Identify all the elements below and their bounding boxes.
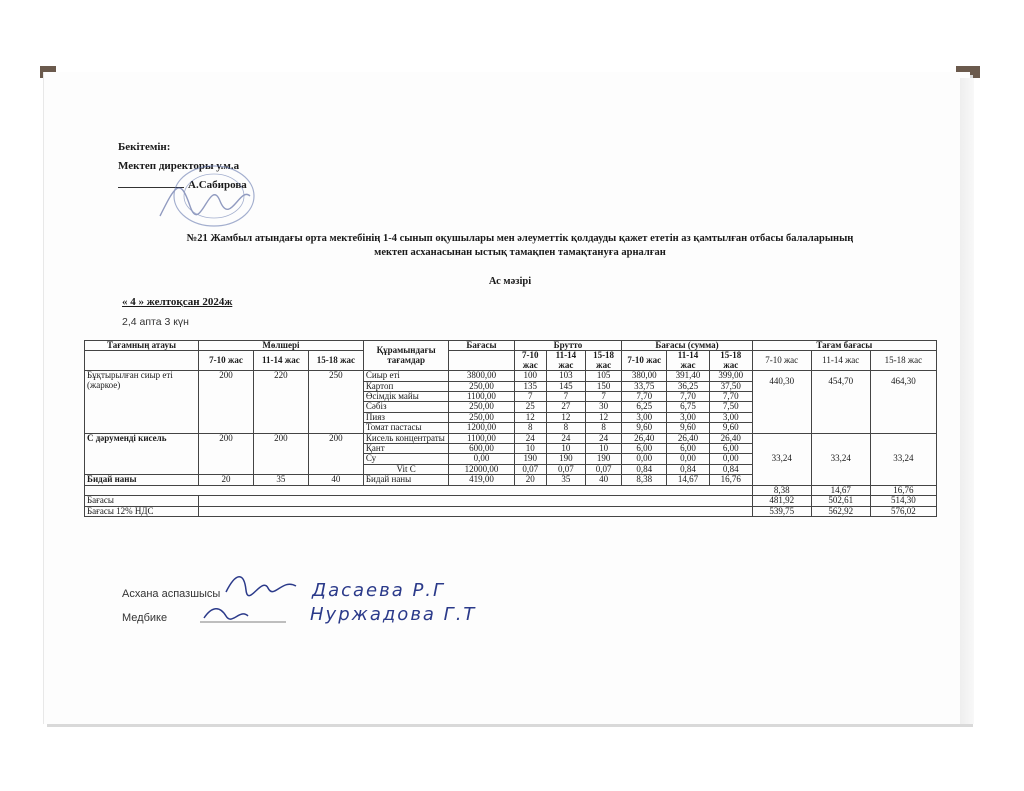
gross-cell: 7 [514,392,547,402]
vat-label: Бағасы 12% НДС [85,506,199,516]
header-gross: Брутто [514,341,622,351]
sheet-edge [960,78,974,724]
sum-cell: 7,70 [667,392,710,402]
gross-cell: 25 [514,402,547,412]
portion-cell: 40 [308,475,363,485]
ingredient-name: Сәбіз [363,402,449,412]
portion-cell: 200 [253,433,308,475]
gross-cell: 10 [514,444,547,454]
header-portion-age2: 11-14 жас [253,351,308,371]
sum-cell: 7,70 [622,392,667,402]
gross-cell: 105 [585,371,622,381]
sum-cell: 0,00 [622,454,667,464]
approval-line-1: Бекітемін: [118,141,171,153]
menu-week-day: 2,4 апта 3 күн [122,316,189,328]
sum-cell: 3,00 [709,412,752,422]
ingredient-price: 1200,00 [449,423,514,433]
ingredient-price: 3800,00 [449,371,514,381]
gross-cell: 24 [547,433,586,443]
table-row-dish3-total [85,485,937,495]
total-cell: 502,61 [811,496,870,506]
gross-cell: 0,07 [514,464,547,474]
ingredient-price: 0,00 [449,454,514,464]
ingredient-name: Өсімдік майы [363,392,449,402]
sum-cell: 0,84 [709,464,752,474]
dish-total-cell: 454,70 [811,371,870,433]
gross-cell: 8 [547,423,586,433]
nurse-signature-name: Нуржадова Г.Т [310,604,477,625]
dish-name: С дәруменді кисель [85,433,199,475]
sum-cell: 16,76 [709,475,752,485]
sum-cell: 37,50 [709,381,752,391]
sum-cell: 26,40 [709,433,752,443]
sum-cell: 26,40 [622,433,667,443]
sum-cell: 9,60 [709,423,752,433]
total-label: Бағасы [85,496,199,506]
sum-cell: 9,60 [667,423,710,433]
header-gross-age1: 7-10 жас [514,351,547,371]
gross-cell: 24 [514,433,547,443]
vat-spacer [199,506,753,516]
ingredient-name: Пияз [363,412,449,422]
dish-total-cell: 16,76 [870,485,936,495]
header-sum: Бағасы (сумма) [622,341,752,351]
sum-cell: 6,75 [667,402,710,412]
menu-date: « 4 » желтоқсан 2024ж [122,296,233,308]
ingredient-name: Сиыр еті [363,371,449,381]
gross-cell: 103 [547,371,586,381]
portion-cell: 200 [308,433,363,475]
portion-cell: 35 [253,475,308,485]
gross-cell: 190 [585,454,622,464]
sum-cell: 0,00 [667,454,710,464]
sum-cell: 6,00 [709,444,752,454]
header-ingredients: Құрамындағы тағамдар [363,341,449,371]
ingredient-price: 250,00 [449,412,514,422]
sum-cell: 33,75 [622,381,667,391]
sum-cell: 0,00 [709,454,752,464]
stamp-signature-icon [150,156,270,232]
total-spacer [199,496,753,506]
header-total-age1: 7-10 жас [752,351,811,371]
sum-cell: 3,00 [667,412,710,422]
ingredient-price: 250,00 [449,402,514,412]
dish-name: Бұқтырылған сиыр еті (жаркое) [85,371,199,433]
header-price: Бағасы [449,341,514,351]
ingredient-price: 1100,00 [449,433,514,443]
sum-cell: 0,84 [622,464,667,474]
menu-table [84,340,937,517]
portion-cell: 220 [253,371,308,433]
header-row-1 [85,341,937,351]
gross-cell: 8 [585,423,622,433]
portion-cell: 20 [199,475,254,485]
gross-cell: 145 [547,381,586,391]
sum-cell: 6,00 [622,444,667,454]
header-total-age3: 15-18 жас [870,351,936,371]
header-gross-age3: 15-18 жас [585,351,622,371]
sum-cell: 36,25 [667,381,710,391]
gross-cell: 190 [514,454,547,464]
sum-cell: 6,00 [667,444,710,454]
header-price-blank [449,351,514,371]
sum-cell: 7,50 [709,402,752,412]
header-portion: Мөлшері [199,341,364,351]
director-name: А.Сабирова [188,179,247,191]
ingredient-name: Қант [363,444,449,454]
table-row [85,371,937,381]
cook-signature-label: Асхана аспазшысы [122,588,221,600]
header-dish-price: Тағам бағасы [752,341,936,351]
header-sum-age3: 15-18 жас [709,351,752,371]
sum-cell: 6,25 [622,402,667,412]
ingredient-name: Vit C [363,464,449,474]
header-sum-age2: 11-14 жас [667,351,710,371]
ingredient-name: Картоп [363,381,449,391]
gross-cell: 100 [514,371,547,381]
ingredient-price: 12000,00 [449,464,514,474]
sum-cell: 8,38 [622,475,667,485]
gross-cell: 190 [547,454,586,464]
dish-total-cell: 33,24 [811,433,870,485]
sum-cell: 3,00 [622,412,667,422]
dish-total-cell: 464,30 [870,371,936,433]
title-line-2: мектеп асханасынан ыстық тамақпен тамақтануға арналған [374,247,666,258]
gross-cell: 7 [585,392,622,402]
header-total-age2: 11-14 жас [811,351,870,371]
document-title [110,232,930,260]
sum-cell: 14,67 [667,475,710,485]
menu-body [85,371,937,517]
gross-cell: 12 [514,412,547,422]
approval-line-2: Мектеп директоры у.м.а [118,160,240,172]
sum-cell: 7,70 [709,392,752,402]
dish-name: Бидай наны [85,475,199,485]
vat-cell: 539,75 [752,506,811,516]
portion-cell: 200 [199,371,254,433]
header-dish: Тағамның атауы [85,341,199,351]
sum-cell: 9,60 [622,423,667,433]
cook-signature-icon [222,568,302,602]
dish-total-cell: 8,38 [752,485,811,495]
ingredient-price: 1100,00 [449,392,514,402]
nurse-signature-label: Медбике [122,612,168,624]
gross-cell: 135 [514,381,547,391]
gross-cell: 8 [514,423,547,433]
gross-cell: 24 [585,433,622,443]
gross-cell: 150 [585,381,622,391]
header-gross-age2: 11-14 жас [547,351,586,371]
gross-cell: 27 [547,402,586,412]
gross-cell: 10 [547,444,586,454]
gross-cell: 30 [585,402,622,412]
gross-cell: 40 [585,475,622,485]
gross-cell: 0,07 [585,464,622,474]
vat-cell: 562,92 [811,506,870,516]
sum-cell: 391,40 [667,371,710,381]
sum-cell: 380,00 [622,371,667,381]
sum-cell: 0,84 [667,464,710,474]
ingredient-name: Бидай наны [363,475,449,485]
portion-cell: 250 [308,371,363,433]
menu-heading: Ас мәзірі [488,276,532,287]
gross-cell: 12 [585,412,622,422]
ingredient-name: Томат пастасы [363,423,449,433]
dish-total-cell: 33,24 [752,433,811,485]
total-cell: 481,92 [752,496,811,506]
dish-total-cell: 14,67 [811,485,870,495]
ingredient-price: 250,00 [449,381,514,391]
total-spacer [85,485,753,495]
vat-cell: 576,02 [870,506,936,516]
total-row [85,496,937,506]
sum-cell: 26,40 [667,433,710,443]
header-dish-blank [85,351,199,371]
gross-cell: 35 [547,475,586,485]
sum-cell: 399,00 [709,371,752,381]
ingredient-name: Кисель концентраты [363,433,449,443]
gross-cell: 10 [585,444,622,454]
vat-row [85,506,937,516]
gross-cell: 12 [547,412,586,422]
nurse-signature-icon [200,600,290,626]
header-portion-age1: 7-10 жас [199,351,254,371]
ingredient-price: 600,00 [449,444,514,454]
header-sum-age1: 7-10 жас [622,351,667,371]
ingredient-price: 419,00 [449,475,514,485]
gross-cell: 7 [547,392,586,402]
gross-cell: 0,07 [547,464,586,474]
total-cell: 514,30 [870,496,936,506]
portion-cell: 200 [199,433,254,475]
dish-total-cell: 33,24 [870,433,936,485]
ingredient-name: Су [363,454,449,464]
header-portion-age3: 15-18 жас [308,351,363,371]
cook-signature-name: Дасаева Р.Г [312,580,446,601]
dish-total-cell: 440,30 [752,371,811,433]
gross-cell: 20 [514,475,547,485]
title-line-1: №21 Жамбыл атындағы орта мектебінің 1-4 сынып оқушылары мен әлеуметтік қолдауды қажет ететін аз қамтылған отбасы балаларының [186,233,854,244]
